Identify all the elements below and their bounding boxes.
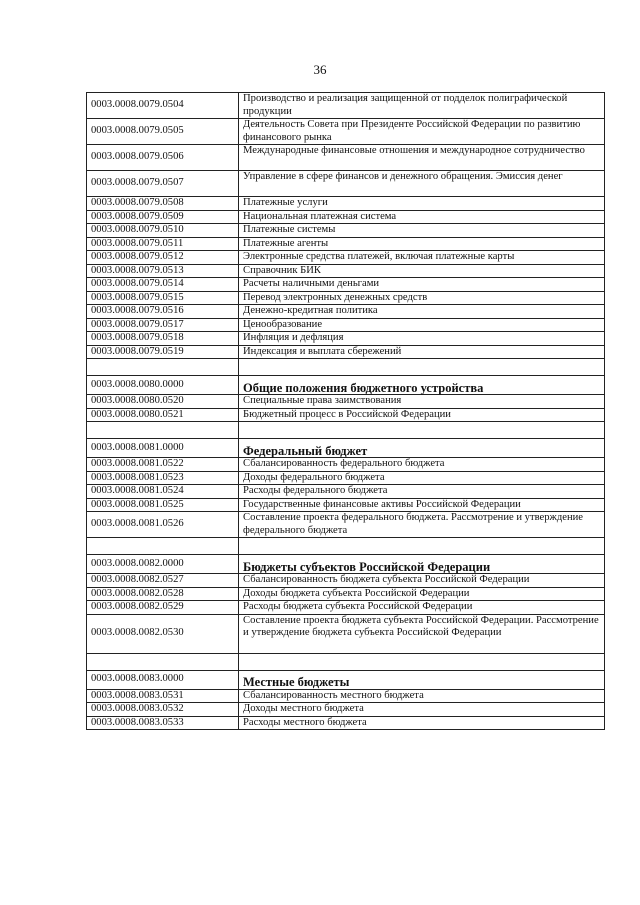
name-cell: Сбалансированность бюджета субъекта Российской Федерации	[239, 574, 605, 588]
name-cell	[239, 359, 605, 376]
table-row	[87, 264, 605, 278]
section-row	[87, 376, 605, 395]
code-cell	[87, 359, 239, 376]
code-cell	[87, 653, 239, 670]
table-row	[87, 471, 605, 485]
table-row	[87, 251, 605, 265]
code-cell: 0003.0008.0082.0530	[87, 614, 239, 653]
code-cell: 0003.0008.0081.0526	[87, 512, 239, 538]
table-row	[87, 587, 605, 601]
code-cell: 0003.0008.0079.0512	[87, 251, 239, 265]
code-cell: 0003.0008.0081.0000	[87, 439, 239, 458]
name-cell: Деятельность Совета при Президенте Российской Федерации по развитию финансового рынка	[239, 119, 605, 145]
code-cell: 0003.0008.0079.0513	[87, 264, 239, 278]
code-cell: 0003.0008.0079.0505	[87, 119, 239, 145]
section-row	[87, 555, 605, 574]
code-cell: 0003.0008.0079.0515	[87, 291, 239, 305]
code-cell: 0003.0008.0079.0510	[87, 224, 239, 238]
code-cell: 0003.0008.0079.0519	[87, 345, 239, 359]
table-row	[87, 224, 605, 238]
code-cell: 0003.0008.0079.0509	[87, 210, 239, 224]
table-row	[87, 332, 605, 346]
code-cell: 0003.0008.0079.0516	[87, 305, 239, 319]
name-cell	[239, 538, 605, 555]
code-cell: 0003.0008.0081.0523	[87, 471, 239, 485]
name-cell: Составление проекта федерального бюджета. Рассмотрение и утверждение федерального бюджета	[239, 512, 605, 538]
code-cell: 0003.0008.0083.0533	[87, 716, 239, 730]
section-title-cell: Местные бюджеты	[239, 670, 605, 689]
name-cell: Доходы федерального бюджета	[239, 471, 605, 485]
section-row	[87, 670, 605, 689]
code-cell: 0003.0008.0081.0524	[87, 485, 239, 499]
name-cell: Расходы местного бюджета	[239, 716, 605, 730]
spacer-row	[87, 359, 605, 376]
table-row	[87, 197, 605, 211]
spacer-row	[87, 422, 605, 439]
table-row	[87, 395, 605, 409]
code-cell: 0003.0008.0083.0531	[87, 689, 239, 703]
name-cell: Доходы местного бюджета	[239, 703, 605, 717]
spacer-row	[87, 538, 605, 555]
code-cell: 0003.0008.0082.0527	[87, 574, 239, 588]
name-cell: Расходы бюджета субъекта Российской Федерации	[239, 601, 605, 615]
code-cell: 0003.0008.0081.0525	[87, 498, 239, 512]
spacer-row	[87, 653, 605, 670]
code-cell: 0003.0008.0079.0511	[87, 237, 239, 251]
name-cell: Составление проекта бюджета субъекта Российской Федерации. Рассмотрение и утверждение бюджета субъекта Российской Федерации	[239, 614, 605, 653]
table-row	[87, 318, 605, 332]
name-cell: Платежные агенты	[239, 237, 605, 251]
name-cell: Инфляция и дефляция	[239, 332, 605, 346]
section-title-cell: Федеральный бюджет	[239, 439, 605, 458]
code-cell: 0003.0008.0079.0518	[87, 332, 239, 346]
name-cell: Электронные средства платежей, включая платежные карты	[239, 251, 605, 265]
code-cell: 0003.0008.0079.0514	[87, 278, 239, 292]
code-cell: 0003.0008.0083.0000	[87, 670, 239, 689]
table-row	[87, 716, 605, 730]
name-cell: Индексация и выплата сбережений	[239, 345, 605, 359]
section-row	[87, 439, 605, 458]
table-row	[87, 703, 605, 717]
table-row	[87, 614, 605, 653]
name-cell: Специальные права заимствования	[239, 395, 605, 409]
name-cell: Бюджетный процесс в Российской Федерации	[239, 408, 605, 422]
name-cell: Платежные услуги	[239, 197, 605, 211]
code-cell: 0003.0008.0079.0507	[87, 171, 239, 197]
classifier-table-body	[87, 93, 605, 730]
code-cell: 0003.0008.0082.0000	[87, 555, 239, 574]
code-cell: 0003.0008.0080.0000	[87, 376, 239, 395]
page-number: 36	[313, 62, 327, 77]
table-row	[87, 689, 605, 703]
table-row	[87, 574, 605, 588]
table-row	[87, 145, 605, 171]
name-cell: Государственные финансовые активы Российской Федерации	[239, 498, 605, 512]
name-cell: Сбалансированность местного бюджета	[239, 689, 605, 703]
table-row	[87, 408, 605, 422]
table-row	[87, 512, 605, 538]
name-cell: Платежные системы	[239, 224, 605, 238]
name-cell: Расходы федерального бюджета	[239, 485, 605, 499]
table-row	[87, 601, 605, 615]
name-cell: Управление в сфере финансов и денежного обращения. Эмиссия денег	[239, 171, 605, 197]
code-cell: 0003.0008.0079.0504	[87, 93, 239, 119]
section-title-cell: Общие положения бюджетного устройства	[239, 376, 605, 395]
table-row	[87, 458, 605, 472]
table-row	[87, 485, 605, 499]
name-cell: Справочник БИК	[239, 264, 605, 278]
table-row	[87, 210, 605, 224]
name-cell: Международные финансовые отношения и международное сотрудничество	[239, 145, 605, 171]
name-cell: Перевод электронных денежных средств	[239, 291, 605, 305]
name-cell: Сбалансированность федерального бюджета	[239, 458, 605, 472]
name-cell: Расчеты наличными деньгами	[239, 278, 605, 292]
table-row	[87, 237, 605, 251]
table-row	[87, 119, 605, 145]
code-cell: 0003.0008.0083.0532	[87, 703, 239, 717]
name-cell	[239, 422, 605, 439]
code-cell	[87, 538, 239, 555]
table-row	[87, 498, 605, 512]
name-cell	[239, 653, 605, 670]
table-row	[87, 305, 605, 319]
classifier-table	[86, 92, 605, 730]
code-cell: 0003.0008.0079.0506	[87, 145, 239, 171]
code-cell: 0003.0008.0082.0529	[87, 601, 239, 615]
code-cell	[87, 422, 239, 439]
code-cell: 0003.0008.0079.0508	[87, 197, 239, 211]
table-row	[87, 291, 605, 305]
code-cell: 0003.0008.0082.0528	[87, 587, 239, 601]
table-row	[87, 171, 605, 197]
table-row	[87, 278, 605, 292]
name-cell: Доходы бюджета субъекта Российской Федерации	[239, 587, 605, 601]
name-cell: Ценообразование	[239, 318, 605, 332]
name-cell: Национальная платежная система	[239, 210, 605, 224]
code-cell: 0003.0008.0079.0517	[87, 318, 239, 332]
table-row	[87, 93, 605, 119]
code-cell: 0003.0008.0081.0522	[87, 458, 239, 472]
name-cell: Производство и реализация защищенной от подделок полиграфической продукции	[239, 93, 605, 119]
section-title-cell: Бюджеты субъектов Российской Федерации	[239, 555, 605, 574]
code-cell: 0003.0008.0080.0521	[87, 408, 239, 422]
code-cell: 0003.0008.0080.0520	[87, 395, 239, 409]
table-row	[87, 345, 605, 359]
name-cell: Денежно-кредитная политика	[239, 305, 605, 319]
